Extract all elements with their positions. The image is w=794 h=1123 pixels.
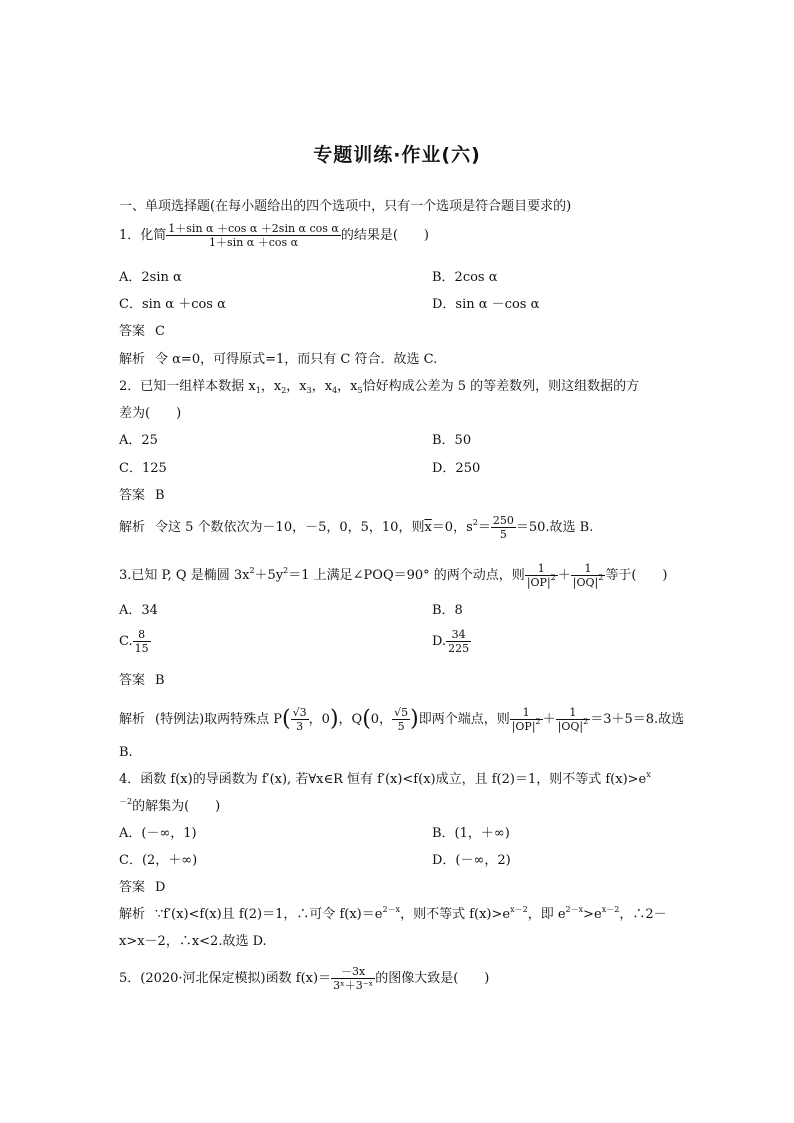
question-4: 4．函数 f(x)的导函数为 f′(x), 若∀x∈R 恒有 f′(x)<f(x)成立，且 f(2)＝1，则不等式 $f(x)>e^x$ bbox=[119, 770, 651, 787]
answer-label: 答案 bbox=[119, 880, 146, 895]
q1-option-d: D．sin α －cos α bbox=[432, 297, 540, 312]
q5-pre: 5．(2020·河北保定模拟)函数 f(x)＝ bbox=[119, 971, 332, 986]
q3-f2-num: 1 bbox=[571, 562, 606, 576]
q3-option-c bbox=[119, 628, 151, 655]
answer-label: 答案 bbox=[119, 673, 146, 688]
q3-c-den: 15 bbox=[134, 642, 149, 655]
q3-a-f1-num: 1 bbox=[510, 706, 543, 720]
q1-option-b: B．2cos α bbox=[432, 270, 498, 285]
q3-mid: ＋5y bbox=[254, 568, 284, 583]
q3-post: 等于( ) bbox=[605, 568, 668, 583]
q1-answer-value: C bbox=[155, 324, 165, 339]
question-5 bbox=[119, 965, 489, 992]
q3-d-den: 225 bbox=[448, 642, 470, 655]
q3-d-frac bbox=[446, 628, 471, 655]
q4-line1: 4．函数 f(x)的导函数为 f′(x), 若∀x∈R 恒有 f′(x)<f(x)成立，且 f(2)＝1，则不等式 f(x)>e bbox=[119, 772, 647, 787]
q3-option-d bbox=[432, 628, 471, 655]
q1-suffix: 的结果是( ) bbox=[340, 228, 429, 243]
q5-post: 的图像大致是( ) bbox=[375, 971, 490, 986]
q2-option-c: C．125 bbox=[119, 461, 167, 476]
q3-a-f2-den-text: |OQ| bbox=[557, 720, 584, 733]
q3-mid2: ＝1 上满足∠POQ＝90° 的两个动点，则 bbox=[288, 568, 525, 583]
q3-analysis-pre: (特例法)取两特殊点 P bbox=[155, 712, 283, 727]
q4-answer-value: D bbox=[155, 880, 166, 895]
q3-f1-den: $|OP|^2$ bbox=[526, 573, 556, 589]
q4-option-a: A．(－∞，1) bbox=[119, 826, 197, 841]
q2-frac-num: 250 bbox=[492, 514, 514, 527]
q1-analysis-text: 令 α=0，可得原式=1，而只有 C 符合．故选 C. bbox=[155, 352, 438, 367]
q3-option-b: B．8 bbox=[432, 603, 463, 618]
q4-analysis: 解析 ∵f′(x)<f(x)且 f(2)＝1，∴可令 $f(x)=e^{2-x}$，则不等式 $f(x)>e^{x-2}$，即 $e^{2-x}>e^{x-2}$，∴2－ bbox=[119, 905, 667, 922]
q4-analysis-1c: ，即 e bbox=[527, 907, 566, 922]
q3-a-f2-num: 1 bbox=[556, 706, 591, 720]
q4-line2: $^{-2}$的解集为( ) bbox=[119, 797, 221, 814]
analysis-label: 解析 bbox=[119, 352, 146, 367]
q4-option-d: D．(－∞，2) bbox=[432, 853, 511, 868]
analysis-label: 解析 bbox=[119, 712, 146, 727]
q1-analysis bbox=[119, 350, 437, 370]
q3-f1-num: 1 bbox=[525, 562, 558, 576]
q2-analysis-post1: ＝0，s bbox=[431, 520, 473, 535]
q3-p-num: √3 bbox=[292, 706, 307, 719]
answer-label: 答案 bbox=[119, 488, 146, 503]
q2-fraction bbox=[491, 514, 516, 541]
q3-d-num: 34 bbox=[446, 628, 471, 642]
q1-option-a: A．2sin α bbox=[119, 270, 182, 285]
q3-analysis-mid: 即两个端点，则 bbox=[418, 712, 510, 727]
q3-frac-1 bbox=[525, 562, 558, 589]
q3-p-den: 3 bbox=[296, 720, 304, 733]
q3-a-f1-den-text: |OP| bbox=[511, 720, 536, 733]
answer-label: 答案 bbox=[119, 324, 146, 339]
q3-analysis-line2: B. bbox=[119, 745, 133, 760]
q1-prefix: 1．化简 bbox=[119, 228, 167, 243]
q4-option-c: C．(2，＋∞) bbox=[119, 853, 198, 868]
q4-analysis-1: ∵f′(x)<f(x)且 f(2)＝1，∴可令 f(x)＝e bbox=[155, 907, 383, 922]
q2-option-a: A．25 bbox=[119, 433, 158, 448]
q4-analysis-1e: ，∴2－ bbox=[619, 907, 667, 922]
q3-q-pre: ，Q bbox=[338, 712, 363, 727]
q1-answer bbox=[119, 322, 165, 342]
q3-c-frac bbox=[133, 628, 151, 655]
q3-a-f1-den: $|OP|^2$ bbox=[511, 717, 541, 733]
q3-a-frac-2 bbox=[556, 706, 591, 733]
q1-denominator: 1＋sin α ＋cos α bbox=[209, 236, 299, 249]
q3-q-den: 5 bbox=[397, 720, 405, 733]
q3-f1-den-text: |OP| bbox=[526, 576, 551, 589]
analysis-label: 解析 bbox=[119, 907, 146, 922]
q3-answer-value: B bbox=[155, 673, 165, 688]
q4-analysis-1b: ，则不等式 f(x)>e bbox=[400, 907, 511, 922]
q5-num: －3x bbox=[331, 965, 375, 979]
page-title: 专题训练·作业(六) bbox=[313, 144, 481, 166]
q3-f2-den: $|OQ|^2$ bbox=[572, 573, 604, 589]
q2-mean-x: $\overline{x}$ bbox=[424, 520, 432, 535]
q1-numerator: 1＋sin α ＋cos α ＋2sin α cos α bbox=[168, 222, 339, 235]
q2-line2: 差为( ) bbox=[119, 406, 182, 421]
q3-d-pre: D. bbox=[432, 634, 447, 649]
q2-answer bbox=[119, 486, 165, 506]
q4-answer bbox=[119, 878, 165, 898]
q2-frac-den: 5 bbox=[499, 528, 507, 541]
q3-f2-den-text: |OQ| bbox=[572, 576, 599, 589]
q3-q-frac bbox=[392, 706, 410, 733]
q3-option-a: A．34 bbox=[119, 603, 158, 618]
section-heading: 一、单项选择题(在每小题给出的四个选项中，只有一个选项是符合题目要求的) bbox=[119, 199, 572, 214]
q3-answer bbox=[119, 671, 165, 691]
q2-analysis-post2: ＝50.故选 B. bbox=[515, 520, 594, 535]
q2-analysis: 解析 令这 5 个数依次为－10，－5，0，5，10，则$\overline{x}=0$，$s^2=$ $\frac{250}{5}$ ＝50.故选 B. bbox=[119, 514, 594, 541]
q2-line1-pre: 2．已知一组样本数据 x bbox=[119, 379, 256, 394]
q3-analysis-post: ＝3＋5＝8.故选 bbox=[590, 712, 685, 727]
q3-a-frac-1 bbox=[510, 706, 543, 733]
q4-analysis-1d: >e bbox=[583, 907, 602, 922]
q3-p-post: ，0 bbox=[308, 712, 330, 727]
analysis-label: 解析 bbox=[119, 520, 146, 535]
q2-answer-value: B bbox=[155, 488, 165, 503]
question-3: 3.已知 P, Q 是椭圆 $3x^2+5y^2=1$ 上满足∠POQ＝90° 的两个动点，则 $\frac{1}{|OP|^2}$ ＋ $\frac{1}{|OQ|^2}$ 等于( ) bbox=[119, 562, 668, 589]
q4-line2-text: 的解集为( ) bbox=[132, 799, 221, 814]
q2-option-b: B．50 bbox=[432, 433, 472, 448]
q1-fraction bbox=[166, 222, 341, 249]
q3-frac-2 bbox=[571, 562, 606, 589]
q5-fraction bbox=[331, 965, 375, 992]
q5-den: 3ˣ＋3⁻ˣ bbox=[333, 979, 374, 992]
q4-option-b: B．(1，＋∞) bbox=[432, 826, 510, 841]
q1-option-c: C．sin α ＋cos α bbox=[119, 297, 226, 312]
q2-line1-post: 恰好构成公差为 5 的等差数列，则这组数据的方 bbox=[362, 379, 640, 394]
q3-c-pre: C. bbox=[119, 634, 133, 649]
q2-analysis-pre: 令这 5 个数依次为－10，－5，0，5，10，则 bbox=[155, 520, 425, 535]
q3-p-frac bbox=[291, 706, 309, 733]
q3-q-mid: 0， bbox=[370, 712, 393, 727]
q3-c-num: 8 bbox=[133, 628, 151, 642]
q3-q-num: √5 bbox=[394, 706, 409, 719]
q2-option-d: D．250 bbox=[432, 461, 481, 476]
q4-analysis-line2: x>x－2，∴x<2.故选 D. bbox=[119, 934, 267, 949]
q3-a-f2-den: $|OQ|^2$ bbox=[557, 717, 589, 733]
q3-analysis: 解析 (特例法)取两特殊点 P( $\frac{√3}{3}$ ，0)，Q(0， $\frac{√5}{5}$ )即两个端点，则 $\frac{1}{|OP|^2}$ ＋ $\frac{1}{|OQ|^2}$ ＝3＋5＝8.故选 bbox=[119, 706, 685, 733]
q3-pre: 3.已知 P, Q 是椭圆 3x bbox=[119, 568, 250, 583]
question-2: 2．已知一组样本数据 $x_1$，$x_2$，$x_3$，$x_4$，$x_5$恰好构成公差为 5 的等差数列，则这组数据的方 bbox=[119, 379, 640, 395]
question-1 bbox=[119, 222, 429, 249]
